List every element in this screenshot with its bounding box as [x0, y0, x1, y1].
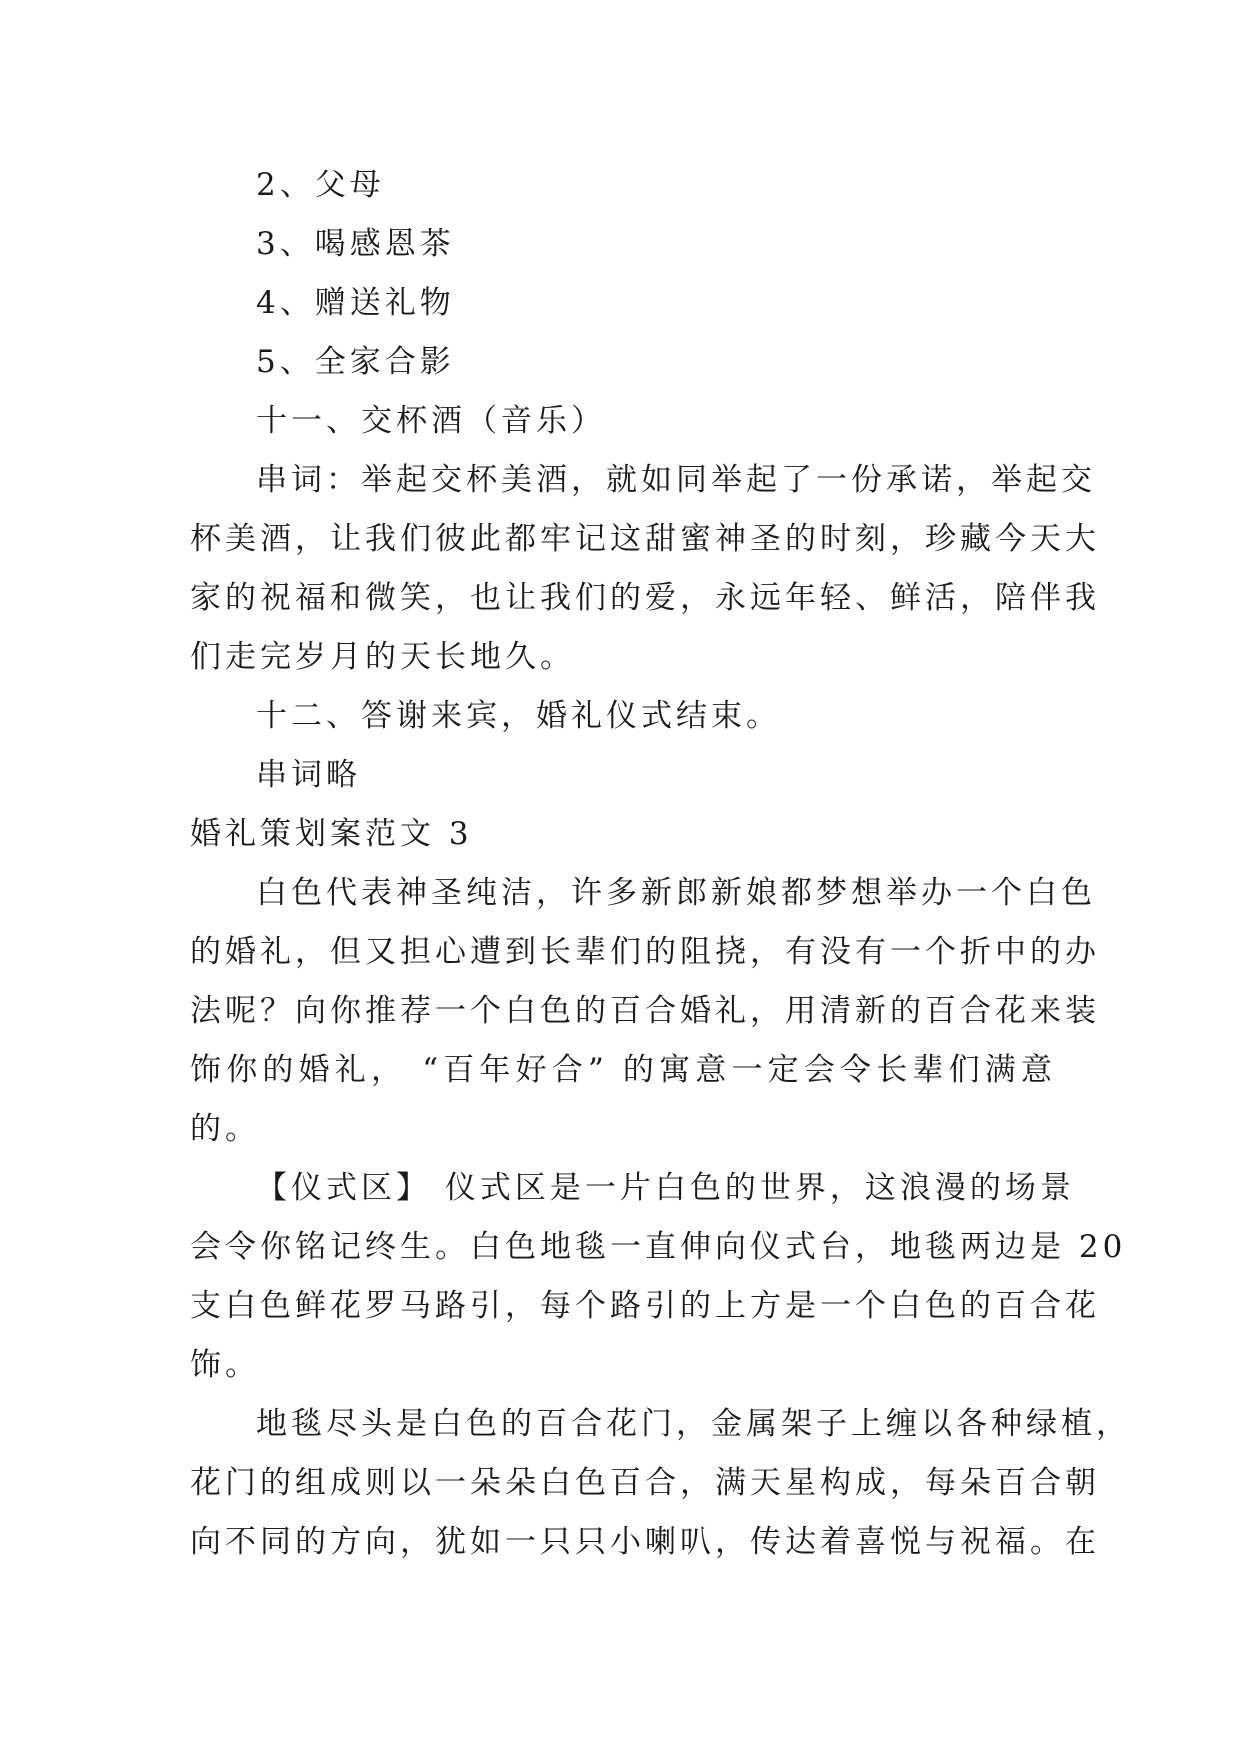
document-page — [190, 156, 1131, 1572]
document-subtitle: 婚礼策划案范文 3 — [190, 816, 473, 852]
paragraph-line: 饰你的婚礼， “百年好合” 的寓意一定会令长辈们满意 — [190, 1052, 1056, 1088]
paragraph-line: 家的祝福和微笑，也让我们的爱，永远年轻、鲜活，陪伴我 — [190, 580, 1100, 616]
paragraph-line: 会令你铭记终生。白色地毯一直伸向仪式台，地毯两边是 20 — [190, 1229, 1127, 1265]
paragraph-line: 串词略 — [256, 757, 361, 793]
paragraph-line: 串词：举起交杯美酒，就如同举起了一份承诺，举起交 — [256, 462, 1096, 498]
paragraph-line: 们走完岁月的天长地久。 — [190, 639, 575, 675]
paragraph-line: 白色代表神圣纯洁，许多新郎新娘都梦想举办一个白色 — [256, 875, 1096, 911]
list-item: 5、全家合影 — [256, 344, 455, 380]
paragraph-line: 花门的组成则以一朵朵白色百合，满天星构成，每朵百合朝 — [190, 1465, 1100, 1501]
paragraph-line: 杯美酒，让我们彼此都牢记这甜蜜神圣的时刻，珍藏今天大 — [190, 521, 1100, 557]
list-item: 3、喝感恩茶 — [256, 226, 455, 262]
paragraph-line: 的婚礼，但又担心遭到长辈们的阻挠，有没有一个折中的办 — [190, 934, 1100, 970]
paragraph-line: 饰。 — [190, 1347, 260, 1383]
section-heading: 十一、交杯酒（音乐） — [256, 403, 606, 439]
section-heading: 十二、答谢来宾，婚礼仪式结束。 — [256, 698, 781, 734]
paragraph-line: 支白色鲜花罗马路引，每个路引的上方是一个白色的百合花 — [190, 1288, 1100, 1324]
paragraph-line: 地毯尽头是白色的百合花门，金属架子上缠以各种绿植， — [256, 1406, 1131, 1442]
list-item: 2、父母 — [256, 167, 385, 203]
paragraph-line: 的。 — [190, 1111, 260, 1147]
list-item: 4、赠送礼物 — [256, 285, 455, 321]
paragraph-line: 向不同的方向，犹如一只只小喇叭，传达着喜悦与祝福。在 — [190, 1524, 1100, 1560]
paragraph-line: 【仪式区】 仪式区是一片白色的世界，这浪漫的场景 — [256, 1170, 1075, 1206]
paragraph-line: 法呢？向你推荐一个白色的百合婚礼，用清新的百合花来装 — [190, 993, 1100, 1029]
